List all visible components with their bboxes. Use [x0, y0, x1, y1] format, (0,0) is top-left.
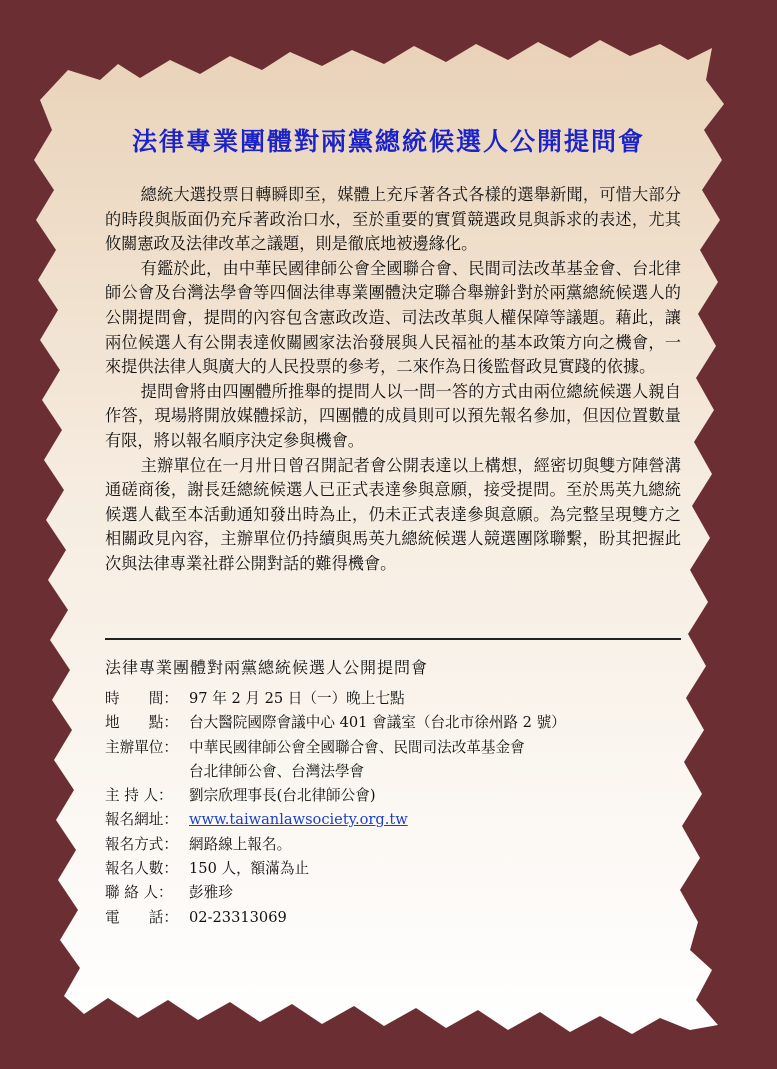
info-label: 聯 絡 人： [105, 884, 173, 902]
paragraph: 有鑑於此，由中華民國律師公會全國聯合會、民間司法改革基金會、台北律師公會及台灣法學會等四個法律專業團體決定聯合舉辦針對於兩黨總統候選人的公開提問會，提問的內容包含憲政改造、司法改革與人權保障等議題。藉此，讓兩位候選人有公開表達攸關國家法治發展與人民福祉的基本政策方向之機會，一來提供法律人與廣大的人民投票的參考，二來作為日後監督政見實踐的依據。 [105, 258, 681, 377]
info-label: 主辦單位： [105, 738, 178, 756]
info-label: 電 話： [105, 908, 178, 926]
announcement-body [105, 183, 681, 577]
info-label: 時 間： [105, 690, 178, 707]
info-row-time [105, 687, 705, 711]
info-label: 地 點： [105, 714, 178, 732]
info-row-method [105, 833, 705, 857]
event-info [105, 687, 705, 930]
info-row-place [105, 711, 705, 735]
info-value: 網路線上報名。 [189, 835, 292, 853]
info-value: 97 年 2 月 25 日（一）晚上七點 [189, 690, 405, 707]
info-value: 台北律師公會、台灣法學會 [189, 762, 365, 780]
info-row-host [105, 784, 705, 808]
divider [105, 638, 681, 640]
event-info-title: 法律專業團體對兩黨總統候選人公開提問會 [105, 658, 429, 677]
registration-link[interactable]: www.taiwanlawsociety.org.tw [189, 811, 408, 829]
info-label: 主 持 人： [105, 787, 173, 805]
page-title: 法律專業團體對兩黨總統候選人公開提問會 [131, 127, 645, 156]
info-label: 報名方式： [105, 835, 178, 853]
paragraph: 提問會將由四團體所推舉的提問人以一問一答的方式由兩位總統候選人親自作答，現場將開放媒體採訪，四團體的成員則可以預先報名參加，但因位置數量有限，將以報名順序決定參與機會。 [105, 381, 681, 450]
info-value: 中華民國律師公會全國聯合會、民間司法改革基金會 [189, 738, 525, 756]
info-row-phone [105, 906, 705, 930]
info-row-contact [105, 881, 705, 905]
info-row-organizer [105, 736, 705, 760]
info-value: 150 人，額滿為止 [189, 860, 310, 878]
info-label: 報名網址： [105, 811, 178, 829]
paragraph: 主辦單位在一月卅日曾召開記者會公開表達以上構想，經密切與雙方陣營溝通磋商後，謝長廷總統候選人已正式表達參與意願，接受提問。至於馬英九總統候選人截至本活動通知發出時為止，仍未正式表達參與意願。為完整呈現雙方之相關政見內容，主辦單位仍持續與馬英九總統候選人競選團隊聯繫，盼其把握此次與法律專業社群公開對話的難得機會。 [105, 455, 681, 573]
info-row-url [105, 808, 705, 832]
info-value: 台大醫院國際會議中心 401 會議室（台北市徐州路 2 號） [189, 714, 566, 732]
info-row-organizer-cont [105, 760, 705, 784]
paragraph: 總統大選投票日轉瞬即至，媒體上充斥著各式各樣的選舉新聞，可惜大部分的時段與版面仍充斥著政治口水，至於重要的實質競選政見與訴求的表述，尤其攸關憲政及法律改革之議題，則是徹底地被邊緣化。 [105, 185, 681, 254]
info-label: 報名人數： [105, 860, 178, 878]
info-value: 劉宗欣理事長(台北律師公會) [189, 787, 376, 805]
info-value: 彭雅珍 [189, 884, 233, 902]
info-value: 02-23313069 [189, 908, 287, 926]
info-row-count [105, 857, 705, 881]
